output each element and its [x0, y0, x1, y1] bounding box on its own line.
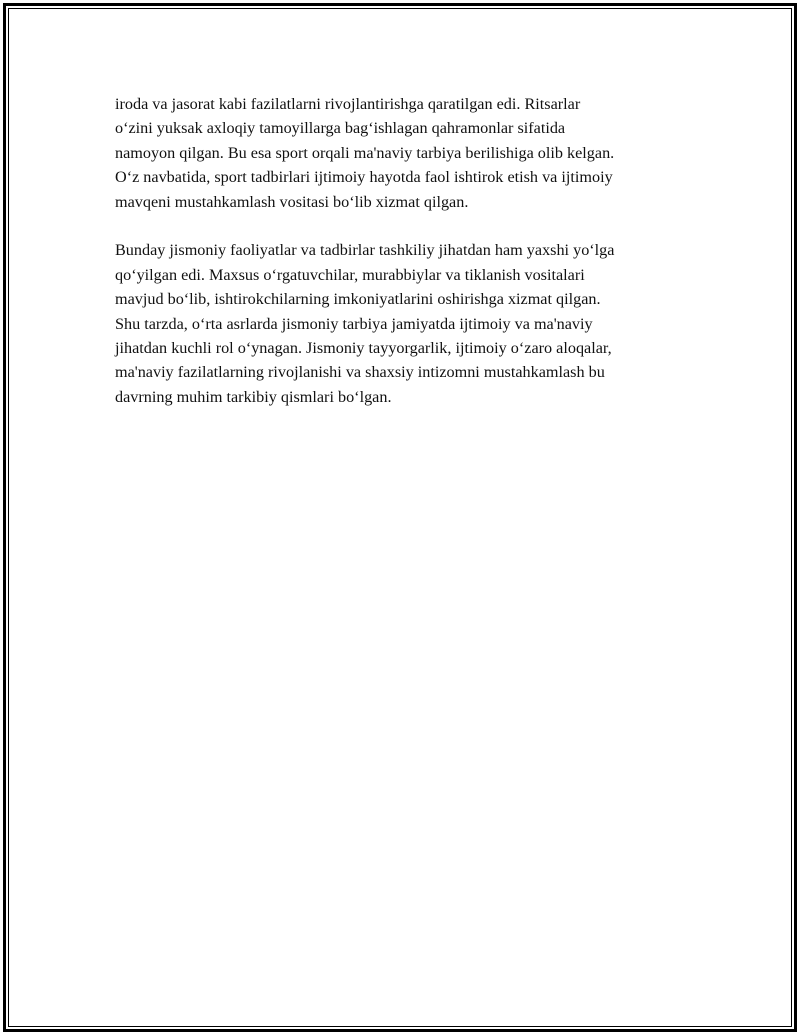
- text-line: davrning muhim tarkibiy qismlari bo‘lgan.: [115, 387, 392, 406]
- text-line: iroda va jasorat kabi fazilatlarni rivojlantirishga qaratilgan edi. Ritsarlar: [115, 95, 581, 113]
- paragraph-1: [115, 92, 690, 214]
- text-line: namoyon qilgan. Bu esa sport orqali ma'naviy tarbiya berilishiga olib kelgan.: [115, 143, 615, 162]
- text-line: mavqeni mustahkamlash vositasi bo‘lib xizmat qilgan.: [115, 192, 469, 211]
- text-line: o‘zini yuksak axloqiy tamoyillarga bag‘ishlagan qahramonlar sifatida: [115, 119, 566, 138]
- document-body: [115, 92, 690, 409]
- text-line: ma'naviy fazilatlarning rivojlanishi va shaxsiy intizomni mustahkamlash bu: [115, 363, 605, 382]
- text-line: jihatdan kuchli rol o‘ynagan. Jismoniy tayyorgarlik, ijtimoiy o‘zaro aloqalar,: [115, 339, 612, 358]
- text-line: O‘z navbatida, sport tadbirlari ijtimoiy hayotda faol ishtirok etish va ijtimoiy: [115, 168, 613, 187]
- text-line: mavjud bo‘lib, ishtirokchilarning imkoniyatlarini oshirishga xizmat qilgan.: [115, 290, 601, 309]
- text-line: qo‘yilgan edi. Maxsus o‘rgatuvchilar, murabbiylar va tiklanish vositalari: [115, 265, 585, 284]
- text-line: Shu tarzda, o‘rta asrlarda jismoniy tarbiya jamiyatda ijtimoiy va ma'naviy: [115, 314, 593, 333]
- paragraph-2: [115, 238, 690, 409]
- text-line: Bunday jismoniy faoliyatlar va tadbirlar tashkiliy jihatdan ham yaxshi yo‘lga: [115, 241, 615, 260]
